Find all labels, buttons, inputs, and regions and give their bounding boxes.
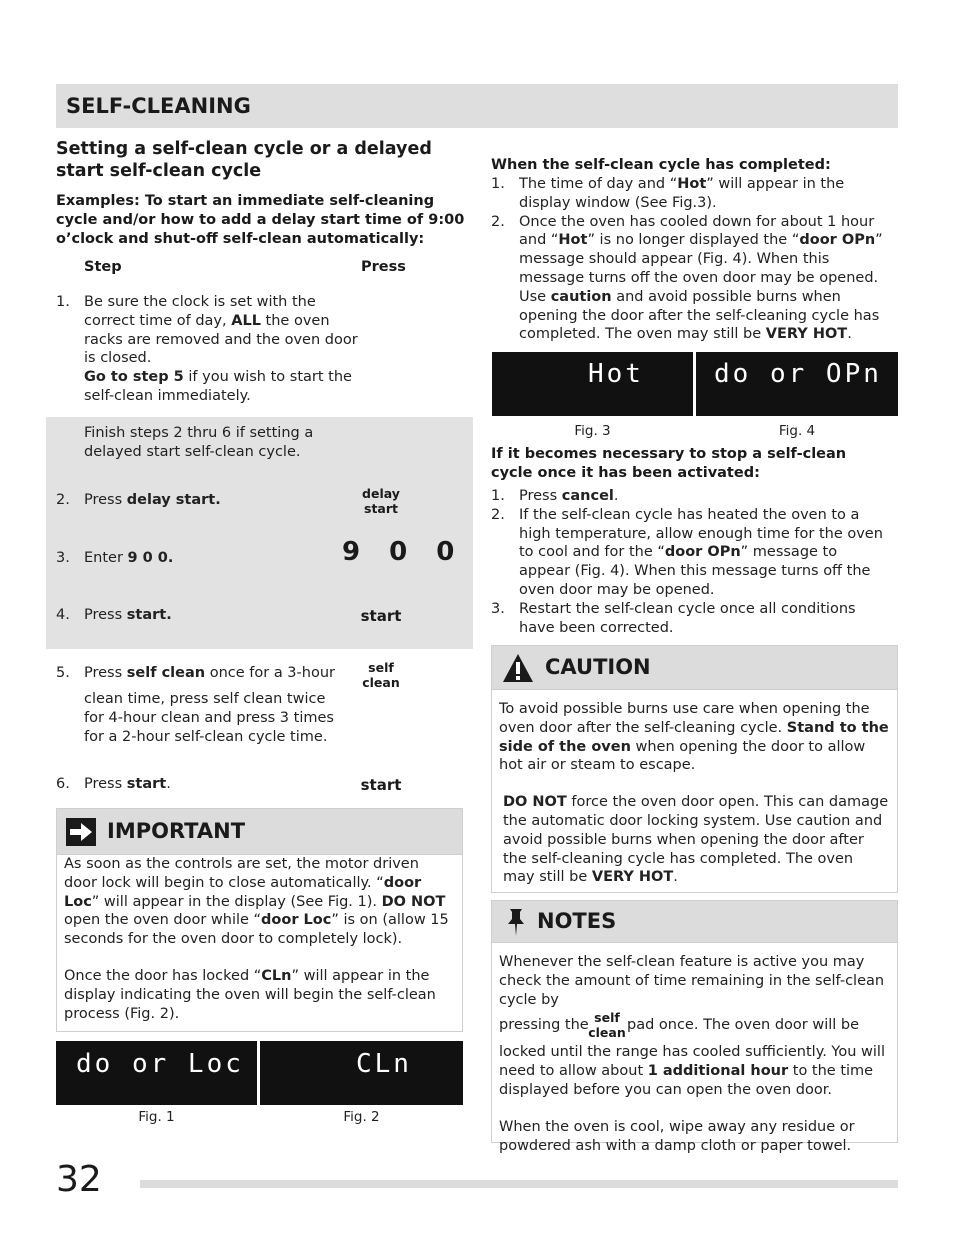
completed-item-1: 1. The time of day and “Hot” will appear in the display window (See Fig.3).: [491, 176, 845, 211]
fig-2-display-text: CLn: [356, 1049, 412, 1079]
notes-paragraph-1-intro: Whenever the self-clean feature is active you may check the amount of time remaining in the self-clean cycle by: [499, 954, 885, 1008]
caution-body: [499, 700, 889, 887]
step-3-number: 3.: [56, 550, 70, 566]
caution-title: CAUTION: [545, 655, 651, 679]
stop-list: [491, 487, 883, 637]
step-5-text-rest: clean time, press self clean twice for 4-hour clean and press 3 times for a 2-hour self-clean cycle time.: [84, 691, 334, 745]
notes-self-clean-pad: self clean: [588, 1010, 626, 1041]
step-2-number: 2.: [56, 492, 70, 508]
fig-4-display: [696, 352, 898, 416]
notes-box-header: [492, 901, 897, 943]
column-header-step: Step: [84, 259, 122, 275]
important-box-header: [57, 809, 462, 855]
step-1-number: 1.: [56, 294, 70, 310]
fig-1-display: [56, 1041, 257, 1105]
completed-item-2: 2. Once the oven has cooled down for about 1 hour and “Hot” is no longer displayed the “door OPn” message should appear (Fig. 4). When this message turns off the oven door may be opened. Use caution and avoid possible burns when opening the door after the self-cleaning cycle has completed. The oven may still be VERY HOT.: [491, 213, 883, 343]
stop-heading: If it becomes necessary to stop a self-clean cycle once it has been activated:: [491, 446, 847, 481]
important-box: [56, 808, 463, 1032]
step-6-number: 6.: [56, 776, 70, 792]
caution-box: [491, 645, 898, 893]
self-clean-pad: self clean: [362, 660, 400, 690]
notes-body: [499, 953, 891, 1155]
notes-paragraph-2: When the oven is cool, wipe away any residue or powdered ash with a damp cloth or paper towel.: [499, 1118, 855, 1154]
delay-start-pad: delay start: [362, 486, 400, 516]
important-body: [64, 855, 456, 1023]
step-5-number: 5.: [56, 665, 70, 681]
finish-steps-note: Finish steps 2 thru 6 if setting a delayed start self-clean cycle.: [84, 425, 314, 460]
notes-paragraph-1-rest: locked until the range has cooled sufficiently. You will need to allow about 1 additional hour to the time displayed before you can open the oven door.: [499, 1044, 885, 1098]
fig-3-display-text: Hot: [588, 359, 644, 389]
fig-4-caption: Fig. 4: [778, 423, 816, 439]
notes-title: NOTES: [537, 909, 617, 933]
notes-box: [491, 900, 898, 1154]
go-to-step-5-note: Go to step 5 if you wish to start the self-clean immediately.: [84, 369, 352, 404]
step-5-text-line1: Press self clean once for a 3-hour: [84, 665, 335, 681]
arrow-right-icon: [66, 818, 96, 846]
fig-3-display: [492, 352, 693, 416]
caution-paragraph-1: To avoid possible burns use care when opening the oven door after the self-cleaning cycle. Stand to the side of the oven when opening the door to allow hot air or steam to escape.: [499, 701, 889, 774]
warning-triangle-icon: [501, 652, 535, 684]
procedure-heading: Setting a self-clean cycle or a delayed start self-clean cycle: [56, 139, 432, 181]
pushpin-icon: [506, 907, 526, 937]
notes-pad-once-text: pad once. The oven door will be: [627, 1017, 860, 1034]
step-4-text: Press start.: [84, 607, 172, 623]
fig-1-caption: Fig. 1: [138, 1109, 175, 1125]
step-1-text: Be sure the clock is set with the correct time of day, ALL the oven racks are removed and the oven door is closed.: [84, 294, 358, 367]
examples-text: Examples: To start an immediate self-cleaning cycle and/or how to add a delay start time of 9:00 o’clock and shut-off self-clean automatically:: [56, 193, 465, 247]
stop-item-2: 2. If the self-clean cycle has heated the oven to a high temperature, allow enough time for the oven to cool and for the “door OPn” message to appear (Fig. 4). When this message turns off the oven door may be opened.: [491, 506, 883, 598]
notes-pressing-text: pressing the: [499, 1017, 589, 1034]
start-pad: start: [360, 607, 402, 625]
number-pads-9-0-0: 9 0 0: [342, 537, 465, 567]
important-paragraph-2: Once the door has locked “CLn” will appear in the display indicating the oven will begin the self-clean process (Fig. 2).: [64, 967, 436, 1022]
step-2-text: Press delay start.: [84, 492, 221, 508]
completed-list: [491, 175, 895, 344]
section-title: SELF-CLEANING: [66, 94, 251, 118]
caution-paragraph-2: DO NOT force the oven door open. This can damage the automatic door locking system. Use caution and avoid possible burns when opening the door after the self-cleaning cycle has completed. The oven may still be VERY HOT.: [503, 794, 889, 886]
start-pad-final: start: [360, 776, 402, 794]
fig-3-caption: Fig. 3: [574, 423, 611, 439]
completed-heading: When the self-clean cycle has completed:: [491, 157, 831, 173]
fig-2-display: [260, 1041, 463, 1105]
step-4-number: 4.: [56, 607, 70, 623]
step-6-text: Press start.: [84, 776, 171, 792]
fig-4-display-text: do or OPn: [714, 359, 882, 389]
notes-pad-line: [499, 1009, 891, 1043]
page-number: 32: [56, 1159, 102, 1200]
fig-1-display-text: do or Loc: [76, 1049, 244, 1079]
stop-item-1: 1. Press cancel.: [491, 488, 619, 504]
stop-item-3: 3. Restart the self-clean cycle once all conditions have been corrected.: [491, 600, 856, 636]
important-title: IMPORTANT: [107, 819, 246, 843]
caution-box-header: [492, 646, 897, 690]
important-paragraph-1: As soon as the controls are set, the motor driven door lock will begin to close automatically. “door Loc” will appear in the display (See Fig. 1). DO NOT open the oven door while “door Loc” is on (allow 15 seconds for the oven door to completely lock).: [64, 856, 449, 948]
footer-rule: [140, 1180, 898, 1188]
column-header-press: Press: [361, 259, 406, 275]
step-3-text: Enter 9 0 0.: [84, 550, 174, 566]
fig-2-caption: Fig. 2: [343, 1109, 380, 1125]
